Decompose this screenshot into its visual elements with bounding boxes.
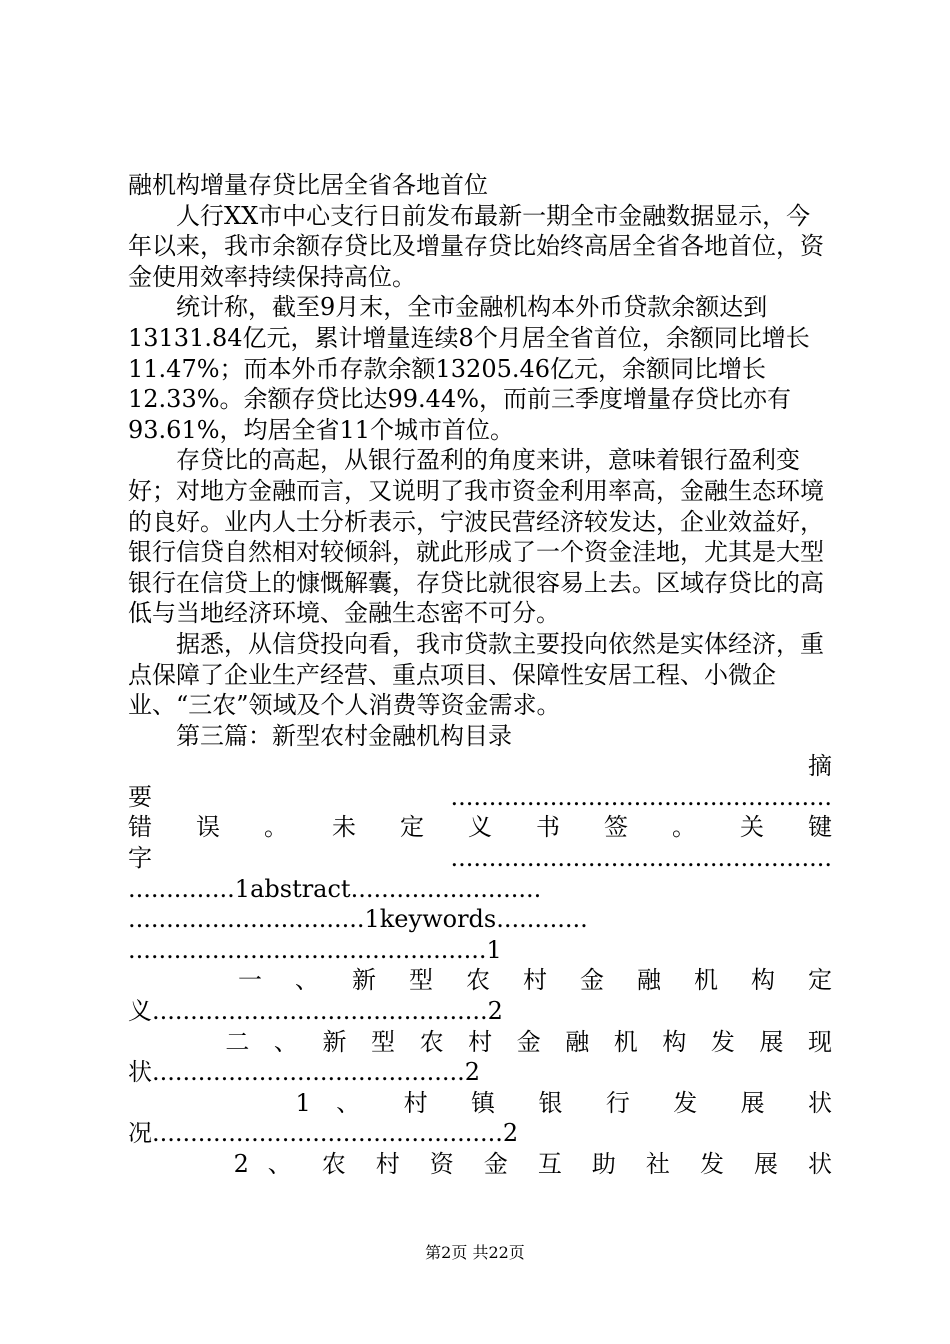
toc-line: 况..............................................2: [128, 1119, 519, 1148]
toc-line: ...............................1keywords............: [128, 905, 588, 934]
table-of-contents: [128, 751, 832, 1179]
toc-line: 2 、 农 村 资 金 互 助 社 发 展 状: [128, 1150, 832, 1178]
toc-line: 字..................................................: [128, 844, 832, 873]
toc-line: 错 误 。 未 定 义 书 签 。 关 键: [128, 813, 832, 842]
toc-line: 1 、 村 镇 银 行 发 展 状: [128, 1088, 832, 1117]
toc-line: 二 、 新 型 农 村 金 融 机 构 发 展 现: [128, 1027, 832, 1056]
page-footer: [0, 1243, 950, 1263]
toc-line: 状.........................................2: [128, 1058, 481, 1087]
paragraph: 统计称，截至9月末，全市金融机构本外币贷款余额达到13131.84亿元，累计增量连续8个月居全省首位，余额同比增长11.47%；而本外币存款余额13205.46亿元，余额同比增长12.33%。余额存贷比达99.44%，而前三季度增量存贷比亦有93.61%，均居全省11个城市首位。: [128, 293, 810, 444]
toc-line: 义............................................2: [128, 997, 503, 1026]
toc-line: 要 ..................................................: [128, 782, 832, 811]
section-heading: 第三篇：新型农村金融机构目录: [176, 721, 512, 750]
paragraph: 据悉，从信贷投向看，我市贷款主要投向依然是实体经济，重点保障了企业生产经营、重点项目、保障性安居工程、小微企业、“三农”领域及个人消费等资金需求。: [128, 629, 824, 720]
toc-line: ...............................................1: [128, 935, 502, 964]
paragraph: 存贷比的高起，从银行盈利的角度来讲，意味着银行盈利变好；对地方金融而言，又说明了我市资金利用率高，金融生态环境的良好。业内人士分析表示，宁波民营经济较发达，企业效益好，银行信贷自然相对较倾斜，就此形成了一个资金洼地，尤其是大型银行在信贷上的慷慨解囊，存贷比就很容易上去。区域存贷比的高低与当地经济环境、金融生态密不可分。: [128, 446, 824, 628]
text-line: 融机构增量存贷比居全省各地首位: [128, 171, 488, 199]
page-number-label: 第2页 共22页: [425, 1243, 525, 1262]
toc-line: 摘: [808, 752, 832, 781]
toc-line: 一 、 新 型 农 村 金 融 机 构 定: [128, 966, 832, 995]
toc-line: ..............1abstract.........................: [128, 874, 542, 903]
document-body: [128, 170, 832, 1180]
paragraph: 人行XX市中心支行日前发布最新一期全市金融数据显示，今年以来，我市余额存贷比及增量存贷比始终高居全省各地首位，资金使用效率持续保持高位。: [128, 201, 824, 291]
